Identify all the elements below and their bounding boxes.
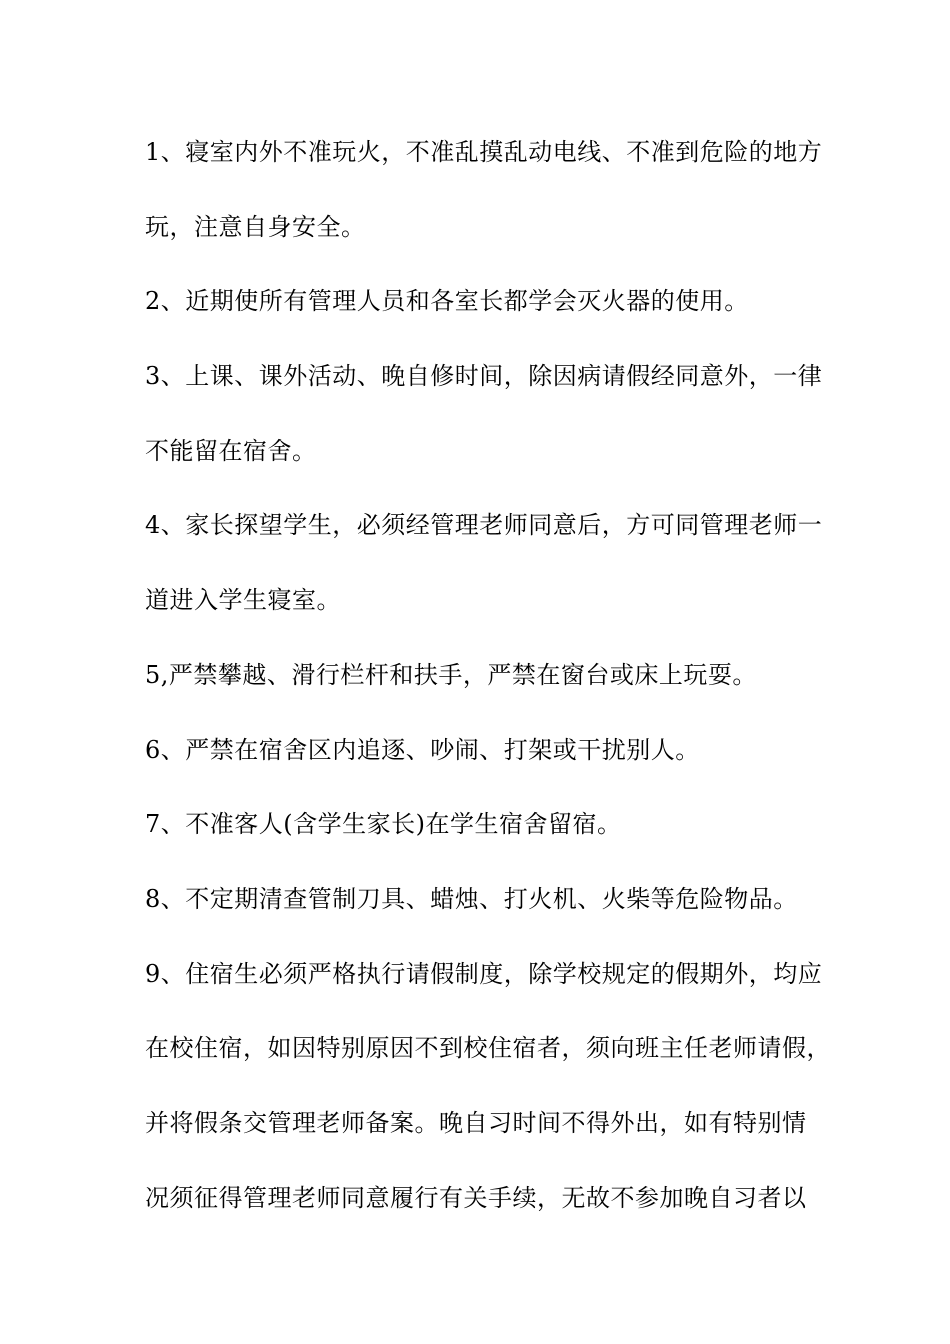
- text-line-4: 3、上课、课外活动、晚自修时间，除因病请假经同意外，一律: [145, 362, 823, 391]
- text-line-11: 8、不定期清查管制刀具、蜡烛、打火机、火柴等危险物品。: [145, 884, 798, 913]
- text-line-2: 玩，注意自身安全。: [145, 212, 366, 241]
- text-line-12: 9、住宿生必须严格执行请假制度，除学校规定的假期外，均应: [145, 959, 823, 988]
- text-line-5: 不能留在宿舍。: [145, 436, 317, 465]
- document-body: [145, 125, 845, 1245]
- text-line-1: 1、寝室内外不准玩火，不准乱摸乱动电线、不准到危险的地方: [145, 138, 823, 166]
- text-line-14: 并将假条交管理老师备案。晚自习时间不得外出，如有特别情: [145, 1108, 807, 1137]
- text-line-9: 6、严禁在宿舍区内追逐、吵闹、打架或干扰别人。: [145, 735, 700, 764]
- text-line-6: 4、家长探望学生，必须经管理老师同意后，方可同管理老师一: [145, 511, 823, 540]
- text-line-15: 况须征得管理老师同意履行有关手续，无故不参加晚自习者以: [145, 1183, 807, 1212]
- text-line-8: 5,严禁攀越、滑行栏杆和扶手，严禁在窗台或床上玩耍。: [145, 660, 757, 689]
- text-line-10: 7、不准客人(含学生家长)在学生宿舍留宿。: [145, 810, 622, 839]
- text-line-13: 在校住宿，如因特别原因不到校住宿者，须向班主任老师请假，: [145, 1034, 831, 1063]
- text-line-3: 2、近期使所有管理人员和各室长都学会灭火器的使用。: [145, 287, 749, 316]
- text-line-7: 道进入学生寝室。: [145, 586, 341, 615]
